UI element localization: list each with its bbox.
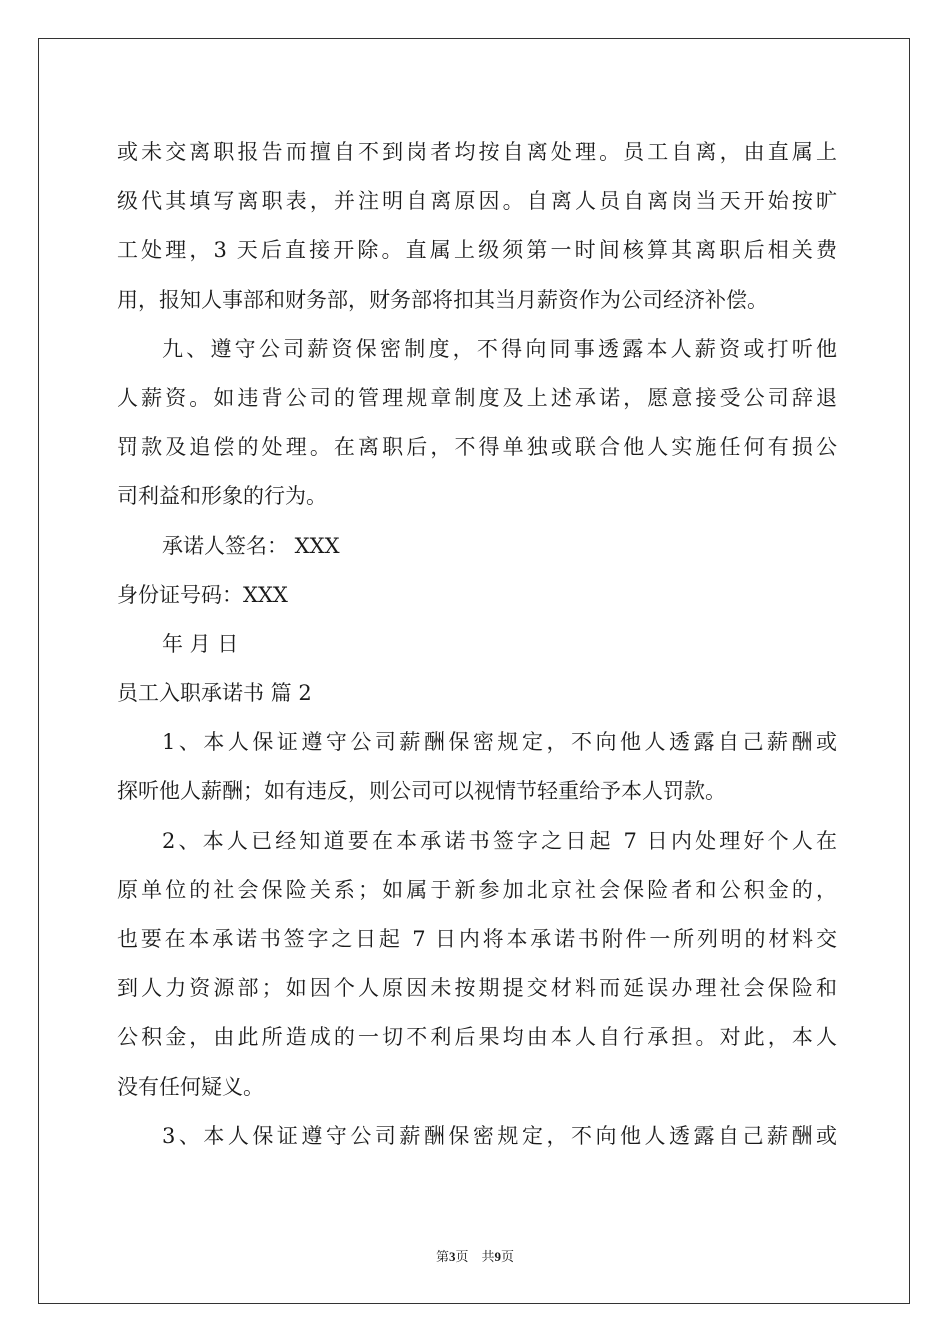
text-line: 工处理，3 天后直接开除。直属上级须第一时间核算其离职后相关费 [117,238,837,263]
text-line: 1、本人保证遵守公司薪酬保密规定，不向他人透露自己薪酬或 [162,730,837,755]
text-line: 年 月 日 [162,631,239,656]
text-line: 原单位的社会保险关系；如属于新参加北京社会保险者和公积金的， [117,877,837,902]
footer-total-pages: 9 [494,1249,501,1264]
footer-current-page: 3 [448,1249,456,1264]
text-line: 3、本人保证遵守公司薪酬保密规定，不向他人透露自己薪酬或 [162,1123,837,1148]
text-line: 员工入职承诺书 篇 2 [117,681,312,706]
text-line: 到人力资源部；如因个人原因未按期提交材料而延误办理社会保险和 [117,976,837,1001]
page-footer [0,1248,950,1267]
text-line: 或未交离职报告而擅自不到岗者均按自离处理。员工自离，由直属上 [117,140,837,164]
text-line: 级代其填写离职表，并注明自离原因。自离人员自离岗当天开始按旷 [117,189,837,214]
text-line: 也要在本承诺书签字之日起 7 日内将本承诺书附件一所列明的材料交 [117,927,837,951]
text-line: 2、本人已经知道要在本承诺书签字之日起 7 日内处理好个人在 [162,828,837,853]
text-line: 司利益和形象的行为。 [117,484,327,509]
text-line: 探听他人薪酬；如有违反，则公司可以视情节轻重给予本人罚款。 [117,779,726,804]
text-line: 人薪资。如违背公司的管理规章制度及上述承诺，愿意接受公司辞退 [117,385,837,410]
text-line: 用，报知人事部和财务部，财务部将扣其当月薪资作为公司经济补偿。 [117,287,768,312]
text-line: 没有任何疑义。 [117,1074,264,1099]
document-body [117,128,837,1161]
footer-prefix: 第 [435,1250,449,1265]
footer-middle: 页 共 [455,1250,495,1265]
text-line: 身份证号码：XXX [117,582,288,607]
footer-suffix: 页 [501,1250,515,1265]
text-line: 九、遵守公司薪资保密制度，不得向同事透露本人薪资或打听他 [162,336,837,361]
text-line: 公积金，由此所造成的一切不利后果均由本人自行承担。对此，本人 [117,1025,837,1050]
text-line: 罚款及追偿的处理。在离职后，不得单独或联合他人实施任何有损公 [117,435,837,460]
text-line: 承诺人签名： XXX [162,533,340,558]
